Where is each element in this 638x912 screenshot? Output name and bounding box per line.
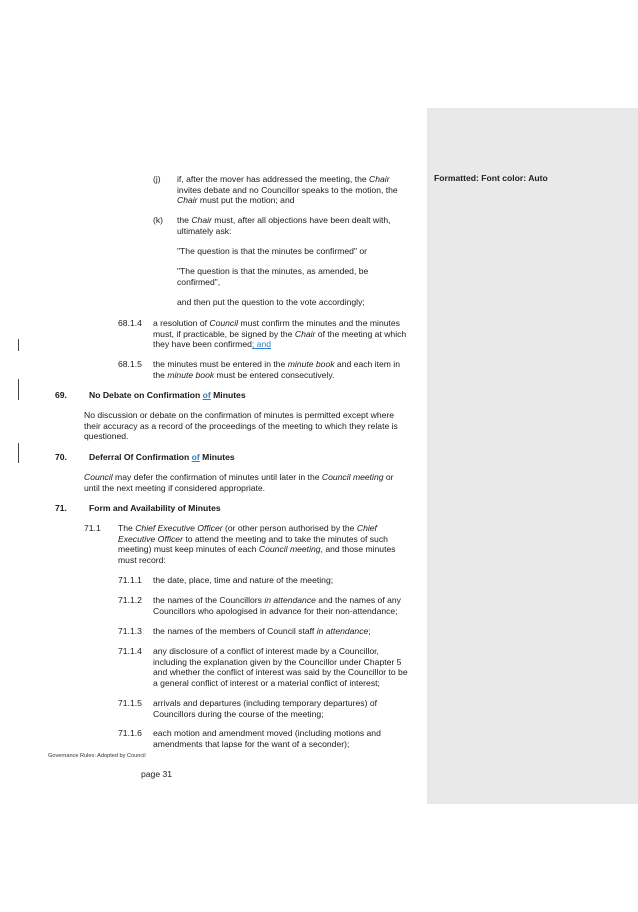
clause-6815-line: the minute book must be entered consecutively. bbox=[153, 369, 335, 380]
item-k-quote: "The question is that the minutes be confirmed" or bbox=[177, 246, 368, 256]
clause-711-line: The Chief Executive Officer (or other person authorised by the Chief bbox=[118, 523, 377, 533]
change-bar bbox=[18, 339, 19, 351]
item-k-line: and then put the question to the vote accordingly; bbox=[177, 297, 365, 307]
clause-7112-line: the names of the Councillors in attendance and the names of any bbox=[153, 595, 401, 605]
clause-7114-line: and whether the conflict of interest was said by the Councillor to be bbox=[153, 667, 408, 678]
section-70-body: Council may defer the confirmation of minutes until later in the Council meeting or bbox=[84, 472, 394, 482]
clause-number: 71.1.4 bbox=[118, 646, 142, 656]
formatting-comment[interactable]: Formatted: Font color: Auto bbox=[434, 173, 548, 183]
clause-7116-line: amendments that lapse for the want of a seconder); bbox=[153, 738, 350, 749]
comment-margin-pane bbox=[427, 108, 638, 804]
item-k-quote: confirmed", bbox=[177, 276, 221, 287]
clause-number: 71.1.2 bbox=[118, 595, 142, 605]
clause-7114-line: any disclosure of a conflict of interest made by a Councillor, bbox=[153, 646, 379, 656]
clause-7116-line: each motion and amendment moved (including motions and bbox=[153, 728, 381, 738]
section-70-body: until the next meeting if considered appropriate. bbox=[84, 482, 266, 493]
section-69-body: No discussion or debate on the confirmation of minutes is permitted except where bbox=[84, 410, 395, 420]
clause-6814-line: they have been confirmed; and bbox=[153, 339, 272, 350]
clause-7113-line: the names of the members of Council staff in attendance; bbox=[153, 626, 371, 636]
clause-711-line: Executive Officer to attend the meeting and to take the minutes of such bbox=[118, 533, 388, 544]
tracked-insertion: of bbox=[191, 452, 200, 462]
clause-6814-line: must, if practicable, be signed by the Chair of the meeting at which bbox=[153, 328, 407, 339]
clause-711-line: meeting) must keep minutes of each Council meeting, and those minutes bbox=[118, 544, 396, 555]
clause-number: 68.1.5 bbox=[118, 359, 142, 369]
item-j-line: Chair must put the motion; and bbox=[177, 195, 295, 206]
clause-7114-line: a general conflict of interest or a material conflict of interest; bbox=[153, 677, 380, 688]
clause-number: 71.1.1 bbox=[118, 575, 142, 585]
item-j-line: invites debate and no Councillor speaks to the motion, the bbox=[177, 184, 398, 195]
section-heading-70: Deferral Of Confirmation of Minutes bbox=[89, 452, 235, 462]
clause-711-line: must record: bbox=[118, 554, 166, 565]
item-k-quote: "The question is that the minutes, as amended, be bbox=[177, 266, 369, 276]
clause-7112-line: Councillors who apologised in advance for their non-attendance; bbox=[153, 605, 398, 616]
clause-7111-line: the date, place, time and nature of the meeting; bbox=[153, 575, 334, 585]
item-j-line: if, after the mover has addressed the meeting, the Chair bbox=[177, 174, 390, 184]
item-marker-k: (k) bbox=[153, 215, 164, 225]
clause-number: 68.1.4 bbox=[118, 318, 142, 328]
section-69-body: questioned. bbox=[84, 431, 129, 442]
section-heading-69: No Debate on Confirmation of Minutes bbox=[89, 390, 246, 400]
section-number-69: 69. bbox=[55, 390, 67, 400]
section-69-body: their accuracy as a record of the proceedings of the meeting to which they relate is bbox=[84, 420, 398, 431]
section-heading-71: Form and Availability of Minutes bbox=[89, 503, 221, 513]
item-k-line: ultimately ask: bbox=[177, 225, 232, 236]
tracked-insertion: of bbox=[202, 390, 211, 400]
item-marker-j: (j) bbox=[153, 174, 161, 184]
clause-7114-line: including the explanation given by the Councillor under Chapter 5 bbox=[153, 656, 402, 667]
footer-note: Governance Rules: Adopted by Council bbox=[48, 753, 146, 759]
section-number-70: 70. bbox=[55, 452, 67, 462]
section-number-71: 71. bbox=[55, 503, 67, 513]
clause-number: 71.1 bbox=[84, 523, 101, 533]
change-bar bbox=[18, 443, 19, 463]
tracked-insertion: ; and bbox=[251, 339, 272, 350]
clause-7115-line: Councillors during the course of the meeting; bbox=[153, 708, 324, 719]
clause-6814-line: a resolution of Council must confirm the minutes and the minutes bbox=[153, 318, 400, 328]
change-bar bbox=[18, 379, 19, 400]
clause-6815-line: the minutes must be entered in the minute book and each item in bbox=[153, 359, 400, 369]
clause-number: 71.1.3 bbox=[118, 626, 142, 636]
clause-number: 71.1.6 bbox=[118, 728, 142, 738]
clause-number: 71.1.5 bbox=[118, 698, 142, 708]
page-number: page 31 bbox=[141, 769, 173, 779]
item-k-line: the Chair must, after all objections have been dealt with, bbox=[177, 215, 391, 225]
clause-7115-line: arrivals and departures (including temporary departures) of bbox=[153, 698, 378, 708]
